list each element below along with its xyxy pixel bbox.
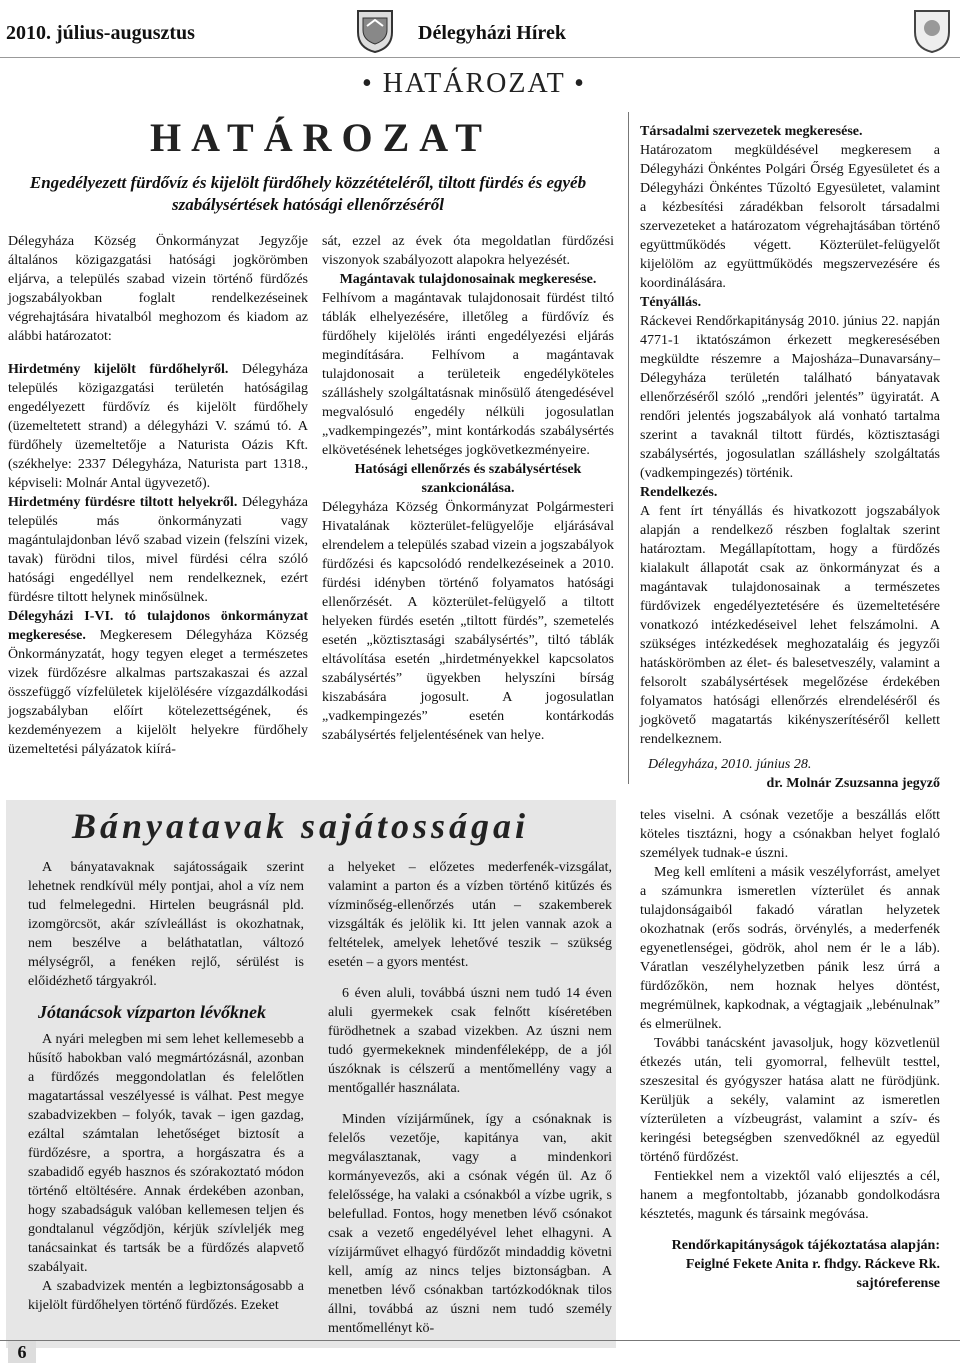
column-divider [628,112,629,784]
article-subtitle: Engedélyezett fürdővíz és kijelölt fürdőhely közzétételéről, tiltott fürdés és egyéb szabálysértések hatósági ellenőrzéséről [29,173,587,214]
paragraph: Meg kell említeni a másik veszélyforrást, amelyet a számunkra ismeretlen vízterület és annak tulajdonságaiból fakadó váratlan helyzetek okozhatnak (erős sodrás, örvénylés, a mederfenék egyenetlenségei, gödrök, ahol nem ér le a láb). Váratlan veszélyhelyzetben pánik lesz úrrá a fürdőzőkön, nem hoznak helyes döntést, megrémülnek, kapkodnak, a végtagjaik „lebénulnak” és elmerülnek. [640,865,940,1032]
paragraph: Délegyháza Község Önkormányzat Jegyzője általános közigazgatási hatósági jogkörömben eljárva, a település szabad vizein történő fürdőzés jogszabályokban foglalt rendelkezéseinek végrehajtására hivatalból meghozom és kiadom az alábbi határozatot: [8,234,308,344]
subheading: Társadalmi szervezetek megkeresése. [640,124,863,139]
page-number: 6 [8,1341,36,1363]
subheading: Tényállás. [640,295,702,310]
paragraph: Délegyháza Község Önkormányzat Polgármesteri Hivatalának közterület-felügyelője eljárásával elrendelem a település szabad vizein a jogszabályok fürdőzési és kapcsolódó rendelkezéseinek a 2010. fürdési idényben történő folyamatos hatósági ellenőrzését. A közterület-felügyelő a tiltott helyeken fürdés esetén „tiltott fürdés”, szemetelés esetén „köztisztasági szabálysértés”, tiltó táblák eltávolítása esetén „hirdetményekkel kapcsolatos szabálysértés” ügyekben helyszíni bírság kiszabására jogosult. A jogosulatlan „vadkempingezés” esetén kontárkodás szabálysértés feljelentésének van helye. [322,500,614,743]
paragraph: Délegyháza település más önkormányzati vagy magántulajdonban lévő szabad vizein (felszíni vizek, tavak) fürödni tilos, mivel fürdési célra szóló hatósági engedéllyel nem rendelkeznek, ezért fürdésre tiltott helynek minősülnek. [8,495,309,605]
paragraph: A bányatavaknak sajátosságaik szerint lehetnek rendkívül mély pontjai, ahol a víz nem tud felmelegedni. Hirtelen beugrásnál pld. izomgörcsöt, akár szívleállást is okozhatnak, nem beszélve a beláthatatlan, változó mélységről, a fenéken rejlő, sérülést is előidézhető tárgyakról. [28,860,304,989]
paragraph: Fentiekkel nem a vizektől való elijesztés a cél, hanem a megfontoltabb, józanabb gondolkodásra késztetés, magunk és társaink megóvása. [640,1169,940,1222]
subheading: Jótanácsok vízparton lévőknek [38,1002,266,1022]
paper-name: Délegyházi Hírek [418,22,566,44]
paragraph: sát, ezzel az évek óta megoldatlan fürdőzési viszonyok szabályozott alapokra helyezését. [322,234,614,268]
article-title: HATÁROZAT [150,115,492,160]
coat-of-arms-icon [355,8,395,54]
paragraph: Minden vízijárműnek, így a csónaknak is felelős vezetője, kapitánya van, akit megválasztanak, vagy a mindenkori kormányevezős, aki a csónak végén ül. Az ő felelőssége, ha valaki a csónakból a vízbe ugrik, s belefullad. Fontos, hogy menetben lévő csónakot csak a vezető engedélyével lehet elhagyni. A vízijárművet elhagyó fürdőzőt mindaddig követni kell, amíg az nincs teljes biztonságban. A menetben lévő csónakban tartózkodóknak tilos állni, továbbá az úszni nem tudó személy mentőmellényt kö- [328,1112,612,1336]
paragraph: További tanácsként javasoljuk, hogy közvetlenül étkezés után, teli gyomorral, felhevült testtel, szeszesital és gyógyszer hatása alatt ne fürödjünk. Kerüljük a sekély, valamint az ismeretlen vízterületen a vízbeugrást, valamint a szív- és keringési betegségben szenvedőknél az egyedül történő fürdőzést. [640,1036,940,1165]
section-kicker: • HATÁROZAT • [362,68,586,99]
footer-rule [0,1340,960,1341]
paragraph: A nyári melegben mi sem lehet kellemesebb a hűsítő habokban való megmártózásnál, azonban a fürdőzés meggondolatlan és felelőtlen magatartással veszélyessé is válhat. Pest megye szabadvizekben – folyók, tavak – igen gazdag, ezáltal számtalan lehetőséget biztosít a fürdőzésre, a sportra, a horgászatra és a szabadidő egyéb hasznos és szórakoztató módon történő eltöltésére. Annak érdekében azonban, hogy szabadságuk valóban kellemesen teljen és gondtalanul végződjön, kérjük szívleljék meg tanácsainkat és tartsák be a fürdőzés alapvető szabályait. [28,1032,304,1275]
paragraph: A szabadvizek mentén a legbiztonságosabb a kijelölt fürdőhelyen történő fürdőzés. Ezeket [28,1279,304,1313]
article2-column-1 [28,858,304,1315]
article2-title: Bányatavak sajátosságai [72,806,530,846]
article2-column-2 [328,858,612,1338]
subheading: Délegyházi I-VI. tó tulajdonos önkormányzat megkeresése. [8,609,308,643]
paragraph: teles viselni. A csónak vezetője a beszállás előtt köteles tisztázni, hogy a csónakban helyet foglaló személyek tudnak-e úszni. [640,808,940,861]
place-date: Délegyháza, 2010. június 28. [648,757,812,772]
paragraph: A fent írt tényállás és hivatkozott jogszabályok alapján a rendelkező részben foglaltak szerint határoztam. Megállapítottam, hogy a fürdőzés kialakult állapotát csak az önkormányzat és a magántavak tulajdonosainak a természetes fürdővizek engedélyeztetésére és üzemeltetésére vonatkozó intézkedéseivel lehet felszámolni. A szükséges intézkedések meghozataláig és jegyzői hatáskörömben az élet- és balesetveszély, valamint a felsorolt szabálysértések megelőzése érdekében folyamatos hatósági ellenőrzés elrendeléséről és jogkövető magatartás kikényszerítéséről kellett rendelkeznem. [640,504,940,747]
issue-date: 2010. július-augusztus [6,22,195,44]
article2-column-3 [640,806,940,1293]
article1-column-1 [8,232,308,759]
subheading: Hirdetmény fürdésre tiltott helyekről. [8,495,238,510]
subheading: Hirdetmény kijelölt fürdőhelyről. [8,362,229,377]
subheading: Hatósági ellenőrzés és szabálysértések szankcionálása. [354,462,582,496]
paragraph: Ráckevei Rendőrkapitányság 2010. június 22. napján 4771-1 iktatószámon érkezett megkeresésében megküldte részemre a Majosháza–Dunavarsány–Délegyháza területén található bányatavak ellenőrzéséről szóló „rendőri jelentés” ügyiratát. A rendőri jelentés jogszabályok alá vonható tartalma szerint a tavaknál tiltott fürdés, köztisztasági szabálysértés, jogosulatlan szálláshely szolgáltatás (vadkempingezés) történik. [640,314,940,481]
signature-name: dr. Molnár Zsuzsanna jegyző [766,776,940,791]
source-credit: Rendőrkapitányságok tájékoztatása alapján: Feiglné Fekete Anita r. fhdgy. Ráckeve Rk. sajtóreferense [671,1238,940,1291]
paragraph: Megkeresem Délegyháza Község Önkormányzatát, hogy tegyen eleget a természetes vizek fürdőzésre alkalmas partszakaszai és azzal összefüggő vízfelületek kijelölésére vízgazdálkodási jogszabályban előírt kötelezettségének, és kezdeményezem a kijelölt helyekre fürdőhely üzemeltetési pályázatok kiírá- [8,628,308,757]
paragraph: 6 éven aluli, továbbá úszni nem tudó 14 éven aluli gyermekek csak felnőtt kíséretében fürödhetnek a szabad vizekben. Az úszni nem tudó gyermekeknek mindenféleképp, de a jól úszóknak is célszerű a mentőmellény vagy a mentőgallér használata. [328,986,612,1096]
paragraph: Határozatom megküldésével megkeresem a Délegyházi Önkéntes Polgári Őrség Egyesületet és a Délegyházi Önkéntes Tűzoltó Egyesületet, valamint a kézbesítési záradékban felsorolt társadalmi szervezeteket a határozatom végrehajtásában történő együttműködés végett. Közterület-felügyelőt kijelölöm az együttműködés megszervezésére és koordinálására. [640,143,940,291]
subheading: Rendelkezés. [640,485,718,500]
article1-column-3 [640,122,940,793]
subheading: Magántavak tulajdonosainak megkeresése. [339,272,597,287]
article1-column-2 [322,232,614,745]
paragraph: Felhívom a magántavak tulajdonosait fürdést tiltó táblák elhelyezésére, illetőleg a fürdővíz és fürdőhely kijelölés iránti engedélyezési eljárás megindítására. Felhívom a magántavak tulajdonosait a területeik engedélyköteles szálláshely szolgáltatásnak minősülő átengedésével megvalósuló engedély nélküli jogosulatlan „vadkempingezés”, mint kontárkodás szabálysértés elkövetésének lehetséges jogkövetkezményeire. [322,291,614,458]
paragraph: a helyeket – előzetes mederfenék-vizsgálat, valamint a parton és a vízben történő kitűzés és vízminőség-ellenőrzés után – szakemberek vizsgálták és jelölik ki. Itt jelen vannak azok a feltételek, amelyek lehetővé teszik – szükség esetén – a gyors mentést. [328,860,612,970]
emblem-icon [912,8,952,54]
paragraph: Délegyháza település közigazgatási területén hatóságilag engedélyezett fürdővíz és kijelölt fürdőhely (üzemeltetett strand) a délegyházi V. számú tó. A fürdőhely üzemeltetője a Naturista Oázis Kft. (székhelye: 2337 Délegyháza, Naturista part 1318., képviseli: Molnár Antal ügyvezető). [8,362,308,491]
